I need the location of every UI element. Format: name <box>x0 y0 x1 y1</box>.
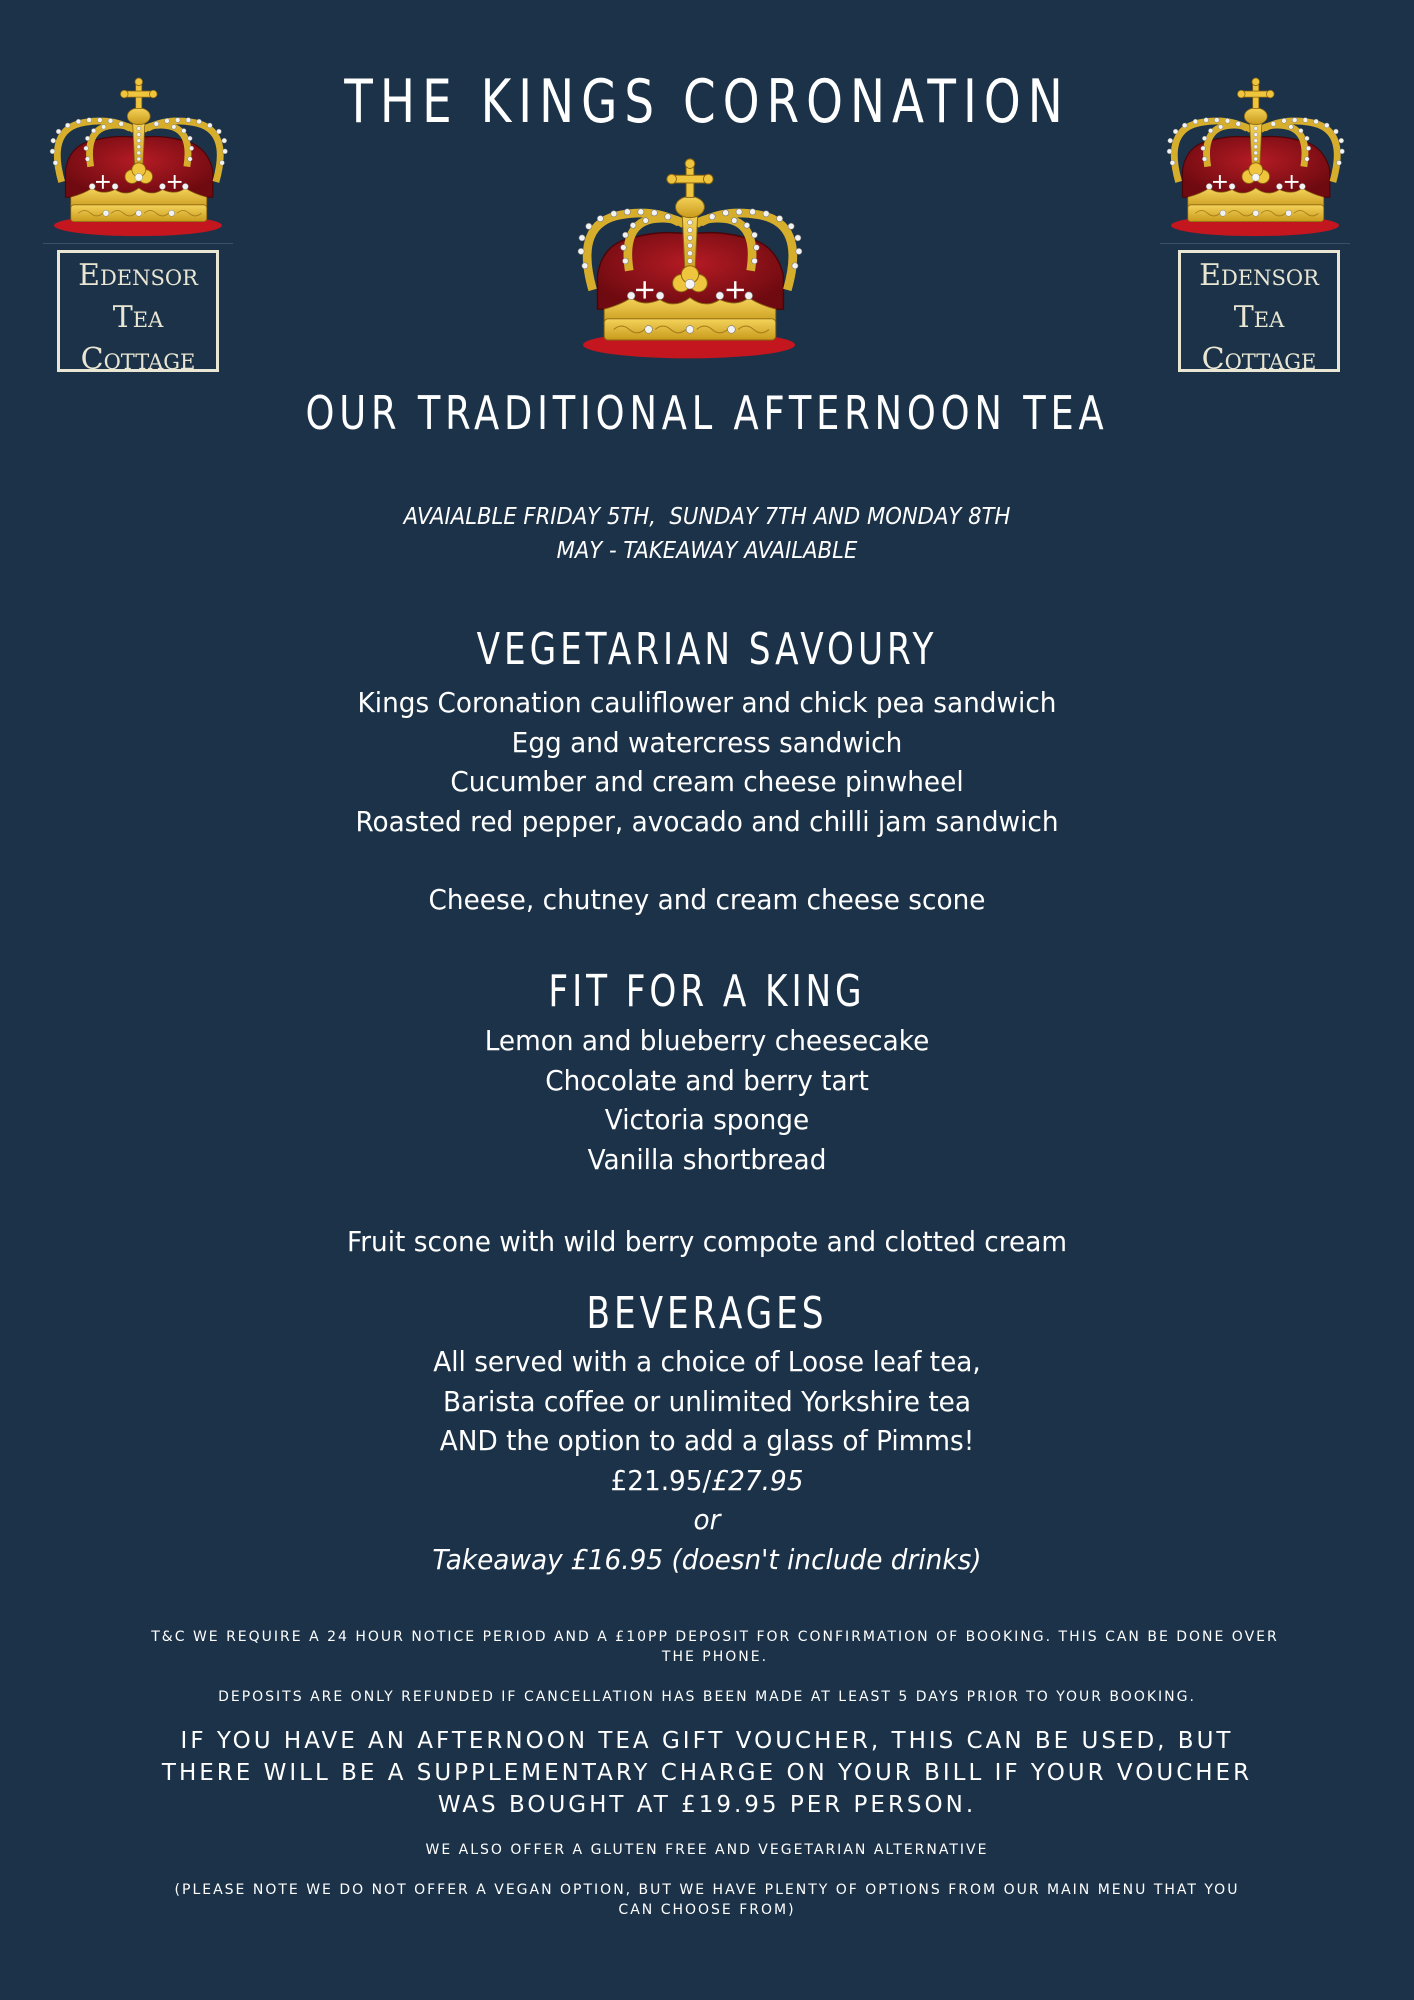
section-heading-savoury: VEGETARIAN SAVOURY <box>476 624 938 675</box>
menu-item: Kings Coronation cauliflower and chick pea sandwich <box>357 686 1057 719</box>
logo-line-2: Tea <box>112 300 164 335</box>
availability-notice <box>57 500 1358 568</box>
logo-line-3: Cottage <box>1201 342 1317 377</box>
beverage-line: Barista coffee or unlimited Yorkshire tea <box>442 1384 972 1418</box>
logo-divider <box>43 243 233 244</box>
savoury-items <box>42 683 1371 841</box>
takeaway-price: Takeaway £16.95 (doesn't include drinks) <box>432 1542 982 1576</box>
voucher-line-3: WAS BOUGHT AT £19.95 PER PERSON. <box>437 1792 977 1818</box>
menu-item: Cucumber and cream cheese pinwheel <box>450 765 964 798</box>
sweet-scone: Fruit scone with wild berry compote and clotted cream <box>347 1225 1067 1258</box>
sweet-items <box>42 1021 1371 1179</box>
logo-line-1: Edensor <box>1199 258 1319 293</box>
savoury-scone: Cheese, chutney and cream cheese scone <box>428 883 986 916</box>
availability-line-1: AVAIALBLE FRIDAY 5TH, SUNDAY 7TH AND MONDAY 8TH <box>403 504 1011 530</box>
beverage-details <box>42 1342 1371 1579</box>
availability-line-2: MAY - TAKEAWAY AVAILABLE <box>556 538 858 564</box>
vegan-line-1: (PLEASE NOTE WE DO NOT OFFER A VEGAN OPTION, BUT WE HAVE PLENTY OF OPTIONS FROM OUR MAIN MENU THAT YOU <box>174 1882 1240 1898</box>
edensor-logo-box <box>57 250 219 377</box>
crown-icon <box>563 155 815 367</box>
terms-alternatives: WE ALSO OFFER A GLUTEN FREE AND VEGETARIAN ALTERNATIVE <box>425 1842 989 1858</box>
terms-voucher <box>0 1725 1414 1821</box>
terms-booking: T&C WE REQUIRE A 24 HOUR NOTICE PERIOD AND A £10PP DEPOSIT FOR CONFIRMATION OF BOOKING. THIS CAN BE DONE OVER THE PHONE. <box>151 1629 1279 1665</box>
beverage-line: AND the option to add a glass of Pimms! <box>439 1424 975 1457</box>
logo-divider <box>1160 243 1350 244</box>
menu-item: Vanilla shortbread <box>587 1142 827 1176</box>
page-title: THE KINGS CORONATION <box>344 67 1070 137</box>
section-heading-sweet: FIT FOR A KING <box>548 966 866 1017</box>
terms-vegan <box>0 1880 1414 1920</box>
terms-refund: DEPOSITS ARE ONLY REFUNDED IF CANCELLATION HAS BEEN MADE AT LEAST 5 DAYS PRIOR TO YOUR BOOKING. <box>218 1689 1196 1705</box>
edensor-logo-box <box>1178 250 1340 377</box>
menu-item: Roasted red pepper, avocado and chilli jam sandwich <box>355 804 1059 838</box>
logo-line-1: Edensor <box>78 258 198 293</box>
menu-item: Chocolate and berry tart <box>545 1063 869 1097</box>
menu-item: Lemon and blueberry cheesecake <box>484 1024 930 1057</box>
or-separator: or <box>693 1503 721 1536</box>
menu-item: Victoria sponge <box>604 1103 810 1136</box>
menu-item: Egg and watercress sandwich <box>511 725 903 759</box>
beverage-line: All served with a choice of Loose leaf tea, <box>433 1345 981 1378</box>
voucher-line-2: THERE WILL BE A SUPPLEMENTARY CHARGE ON YOUR BILL IF YOUR VOUCHER <box>161 1760 1253 1786</box>
vegan-line-2: CAN CHOOSE FROM) <box>618 1902 796 1918</box>
center-crown <box>563 155 815 367</box>
logo-line-2: Tea <box>1233 300 1285 335</box>
price-pimms: £27.95 <box>711 1463 804 1497</box>
logo-line-3: Cottage <box>80 342 196 377</box>
section-heading-beverages: BEVERAGES <box>586 1288 828 1339</box>
voucher-line-1: IF YOU HAVE AN AFTERNOON TEA GIFT VOUCHER, THIS CAN BE USED, BUT <box>180 1728 1234 1754</box>
price-main: £21.95/ <box>610 1463 712 1497</box>
subtitle: OUR TRADITIONAL AFTERNOON TEA <box>305 386 1109 440</box>
price-line <box>42 1461 1371 1501</box>
